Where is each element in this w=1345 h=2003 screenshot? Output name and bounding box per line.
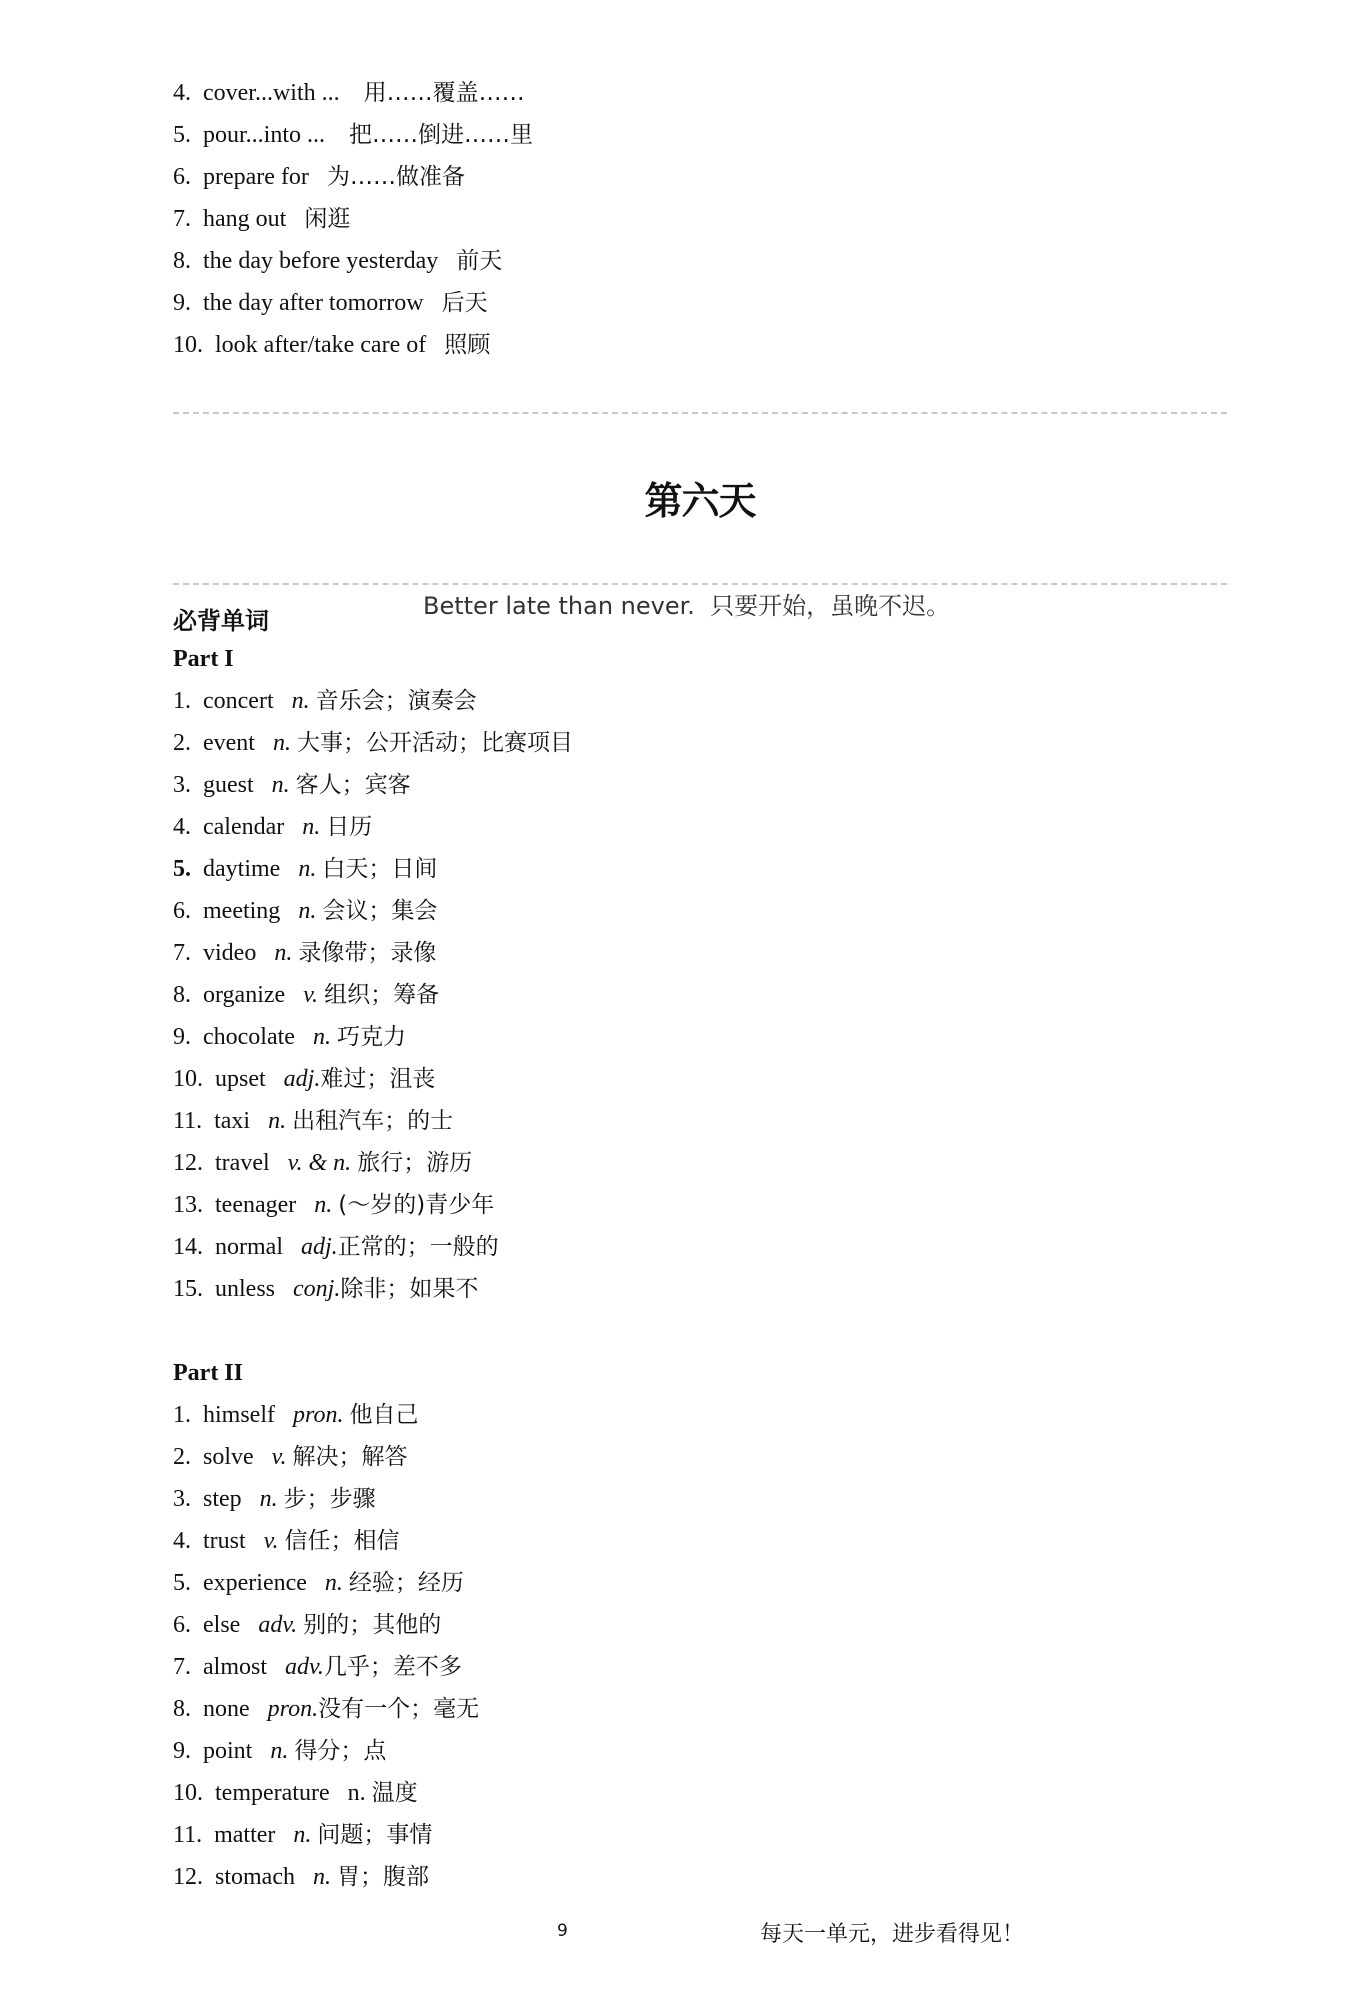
meaning: 温度 <box>371 1780 418 1806</box>
item-number: 9. <box>173 1738 191 1764</box>
item-number: 9. <box>173 290 191 316</box>
part-of-speech: n. <box>312 1864 331 1890</box>
part-of-speech: n. <box>312 1024 331 1050</box>
item-number: 13. <box>173 1192 203 1218</box>
meaning: 出租汽车；的士 <box>292 1108 454 1134</box>
item-number: 4. <box>173 80 191 106</box>
item-number: 12. <box>173 1864 203 1890</box>
part-of-speech: adj. <box>283 1066 321 1092</box>
word-item <box>173 1520 400 1562</box>
word-item <box>173 1436 408 1478</box>
part2-heading: Part II <box>173 1360 243 1386</box>
word: point <box>203 1738 253 1764</box>
word: experience <box>203 1570 307 1596</box>
item-number: 3. <box>173 772 191 798</box>
part-of-speech: adv. <box>258 1612 298 1638</box>
word: guest <box>203 772 254 798</box>
word: stomach <box>215 1864 295 1890</box>
meaning: 除非；如果不 <box>340 1276 479 1302</box>
phrase-en: prepare for <box>203 164 309 190</box>
item-number: 6. <box>173 898 191 924</box>
phrase-en: hang out <box>203 206 287 232</box>
meaning: 他自己 <box>349 1402 419 1428</box>
meaning: 胃；腹部 <box>336 1864 429 1890</box>
word: normal <box>215 1234 283 1260</box>
part-of-speech: v. <box>303 982 319 1008</box>
phrase-cn: 闲逛 <box>304 206 351 232</box>
part-of-speech: v. <box>263 1528 279 1554</box>
part-of-speech: n. <box>274 940 293 966</box>
tagline: Better late than never. 只要开始，虽晚不迟。 <box>423 592 951 620</box>
phrase-en: pour...into ... <box>203 122 326 148</box>
meaning: 得分；点 <box>294 1738 387 1764</box>
word: organize <box>203 982 286 1008</box>
item-number: 2. <box>173 730 191 756</box>
part1-heading: Part I <box>173 646 234 672</box>
item-number: 11. <box>173 1822 203 1848</box>
part-of-speech: n. <box>293 1822 312 1848</box>
word-item <box>173 848 437 890</box>
meaning: 难过；沮丧 <box>320 1066 436 1092</box>
word-item <box>173 932 436 974</box>
item-number: 14. <box>173 1234 203 1260</box>
word-item <box>173 1646 462 1688</box>
part-of-speech: n. <box>302 814 321 840</box>
word-item <box>173 974 439 1016</box>
meaning: (～岁的)青少年 <box>338 1192 495 1218</box>
word-item <box>173 1604 441 1646</box>
part-of-speech: n. <box>298 856 317 882</box>
item-number: 4. <box>173 1528 191 1554</box>
part-of-speech: n. <box>324 1570 343 1596</box>
meaning: 客人；宾客 <box>295 772 411 798</box>
word: upset <box>215 1066 266 1092</box>
phrase-item <box>173 240 502 282</box>
meaning: 音乐会；演奏会 <box>315 688 477 714</box>
phrase-item <box>173 114 533 156</box>
part-of-speech: pron. <box>293 1402 344 1428</box>
word: none <box>203 1696 250 1722</box>
part-of-speech: v. & n. <box>287 1150 352 1176</box>
word-item <box>173 1730 386 1772</box>
item-number: 6. <box>173 164 191 190</box>
word: temperature <box>215 1780 330 1806</box>
meaning: 问题；事情 <box>317 1822 433 1848</box>
word: matter <box>214 1822 276 1848</box>
word: teenager <box>215 1192 297 1218</box>
phrase-cn: 照顾 <box>444 332 491 358</box>
item-number: 9. <box>173 1024 191 1050</box>
part-of-speech: adv. <box>285 1654 324 1680</box>
phrase-cn: 用……覆盖…… <box>363 80 525 106</box>
word: solve <box>203 1444 254 1470</box>
item-number: 1. <box>173 688 191 714</box>
dashed-divider <box>173 412 1227 414</box>
part-of-speech: n. <box>298 898 317 924</box>
meaning: 组织；筹备 <box>324 982 440 1008</box>
word-item <box>173 1058 435 1100</box>
meaning: 经验；经历 <box>348 1570 464 1596</box>
word: travel <box>215 1150 270 1176</box>
word: daytime <box>203 856 281 882</box>
meaning: 旅行；游历 <box>357 1150 473 1176</box>
page-number: 9 <box>557 1921 568 1941</box>
word: himself <box>203 1402 275 1428</box>
part-of-speech: n. <box>347 1780 366 1806</box>
word-item <box>173 1394 418 1436</box>
item-number: 1. <box>173 1402 191 1428</box>
item-number: 4. <box>173 814 191 840</box>
word-item <box>173 1772 418 1814</box>
word-item <box>173 1016 406 1058</box>
part-of-speech: n. <box>271 772 290 798</box>
part-of-speech: n. <box>270 1738 289 1764</box>
word-item <box>173 1562 464 1604</box>
item-number: 8. <box>173 248 191 274</box>
part-of-speech: pron. <box>267 1696 319 1722</box>
word: event <box>203 730 255 756</box>
word-item <box>173 1226 499 1268</box>
word: step <box>203 1486 242 1512</box>
word-item <box>173 1478 376 1520</box>
item-number: 5. <box>173 122 191 148</box>
phrase-item <box>173 156 465 198</box>
phrase-cn: 为……做准备 <box>326 164 465 190</box>
part-of-speech: n. <box>259 1486 278 1512</box>
word-item <box>173 1688 479 1730</box>
meaning: 日历 <box>326 814 373 840</box>
item-number: 3. <box>173 1486 191 1512</box>
item-number: 7. <box>173 206 191 232</box>
item-number: 7. <box>173 940 191 966</box>
dashed-divider <box>173 583 1227 585</box>
meaning: 白天；日间 <box>322 856 438 882</box>
meaning: 巧克力 <box>336 1024 406 1050</box>
phrase-cn: 把……倒进……里 <box>349 122 534 148</box>
word: concert <box>203 688 274 714</box>
word: chocolate <box>203 1024 295 1050</box>
word: trust <box>203 1528 246 1554</box>
meaning: 信任；相信 <box>284 1528 400 1554</box>
part-of-speech: n. <box>268 1108 287 1134</box>
part-of-speech: adj. <box>300 1234 338 1260</box>
part-of-speech: n. <box>272 730 291 756</box>
footer-slogan: 每天一单元，进步看得见！ <box>760 1922 1025 1947</box>
word-item <box>173 1100 453 1142</box>
word-item <box>173 890 437 932</box>
word-item <box>173 1814 432 1856</box>
phrase-cn: 后天 <box>441 290 488 316</box>
word-item <box>173 722 573 764</box>
meaning: 别的；其他的 <box>303 1612 442 1638</box>
phrase-item <box>173 282 488 324</box>
section-heading: 必背单词 <box>173 607 269 635</box>
part-of-speech: n. <box>314 1192 333 1218</box>
meaning: 正常的；一般的 <box>337 1234 499 1260</box>
meaning: 录像带；录像 <box>298 940 437 966</box>
word: video <box>203 940 257 966</box>
phrase-en: the day before yesterday <box>203 248 439 274</box>
word: unless <box>215 1276 275 1302</box>
word-item <box>173 1184 494 1226</box>
phrase-en: the day after tomorrow <box>203 290 424 316</box>
item-number: 10. <box>173 332 203 358</box>
word: else <box>203 1612 241 1638</box>
item-number: 12. <box>173 1150 203 1176</box>
part-of-speech: n. <box>291 688 310 714</box>
meaning: 没有一个；毫无 <box>318 1696 480 1722</box>
word-item <box>173 1856 429 1898</box>
meaning: 步；步骤 <box>283 1486 376 1512</box>
item-number: 2. <box>173 1444 191 1470</box>
item-number: 6. <box>173 1612 191 1638</box>
word: calendar <box>203 814 285 840</box>
item-number: 10. <box>173 1780 203 1806</box>
word-item <box>173 806 372 848</box>
word: taxi <box>214 1108 251 1134</box>
item-number: 11. <box>173 1108 203 1134</box>
word-item <box>173 1268 478 1310</box>
part-of-speech: conj. <box>293 1276 341 1302</box>
item-number: 8. <box>173 1696 191 1722</box>
word: almost <box>203 1654 267 1680</box>
phrase-item <box>173 324 490 366</box>
phrase-item <box>173 72 525 114</box>
item-number: 10. <box>173 1066 203 1092</box>
phrase-item <box>173 198 350 240</box>
word-item <box>173 680 477 722</box>
item-number: 8. <box>173 982 191 1008</box>
phrase-en: look after/take care of <box>215 332 427 358</box>
phrase-en: cover...with ... <box>203 80 340 106</box>
part-of-speech: v. <box>271 1444 287 1470</box>
item-number: 7. <box>173 1654 191 1680</box>
word-item <box>173 764 411 806</box>
phrase-cn: 前天 <box>456 248 503 274</box>
item-number: 5. <box>173 1570 191 1596</box>
word-item <box>173 1142 472 1184</box>
meaning: 几乎；差不多 <box>323 1654 462 1680</box>
item-number: 5. <box>173 856 191 882</box>
day-title: 第六天 <box>644 479 756 523</box>
meaning: 会议；集会 <box>322 898 438 924</box>
meaning: 大事；公开活动；比赛项目 <box>296 730 573 756</box>
item-number: 15. <box>173 1276 203 1302</box>
meaning: 解决；解答 <box>292 1444 408 1470</box>
word: meeting <box>203 898 281 924</box>
